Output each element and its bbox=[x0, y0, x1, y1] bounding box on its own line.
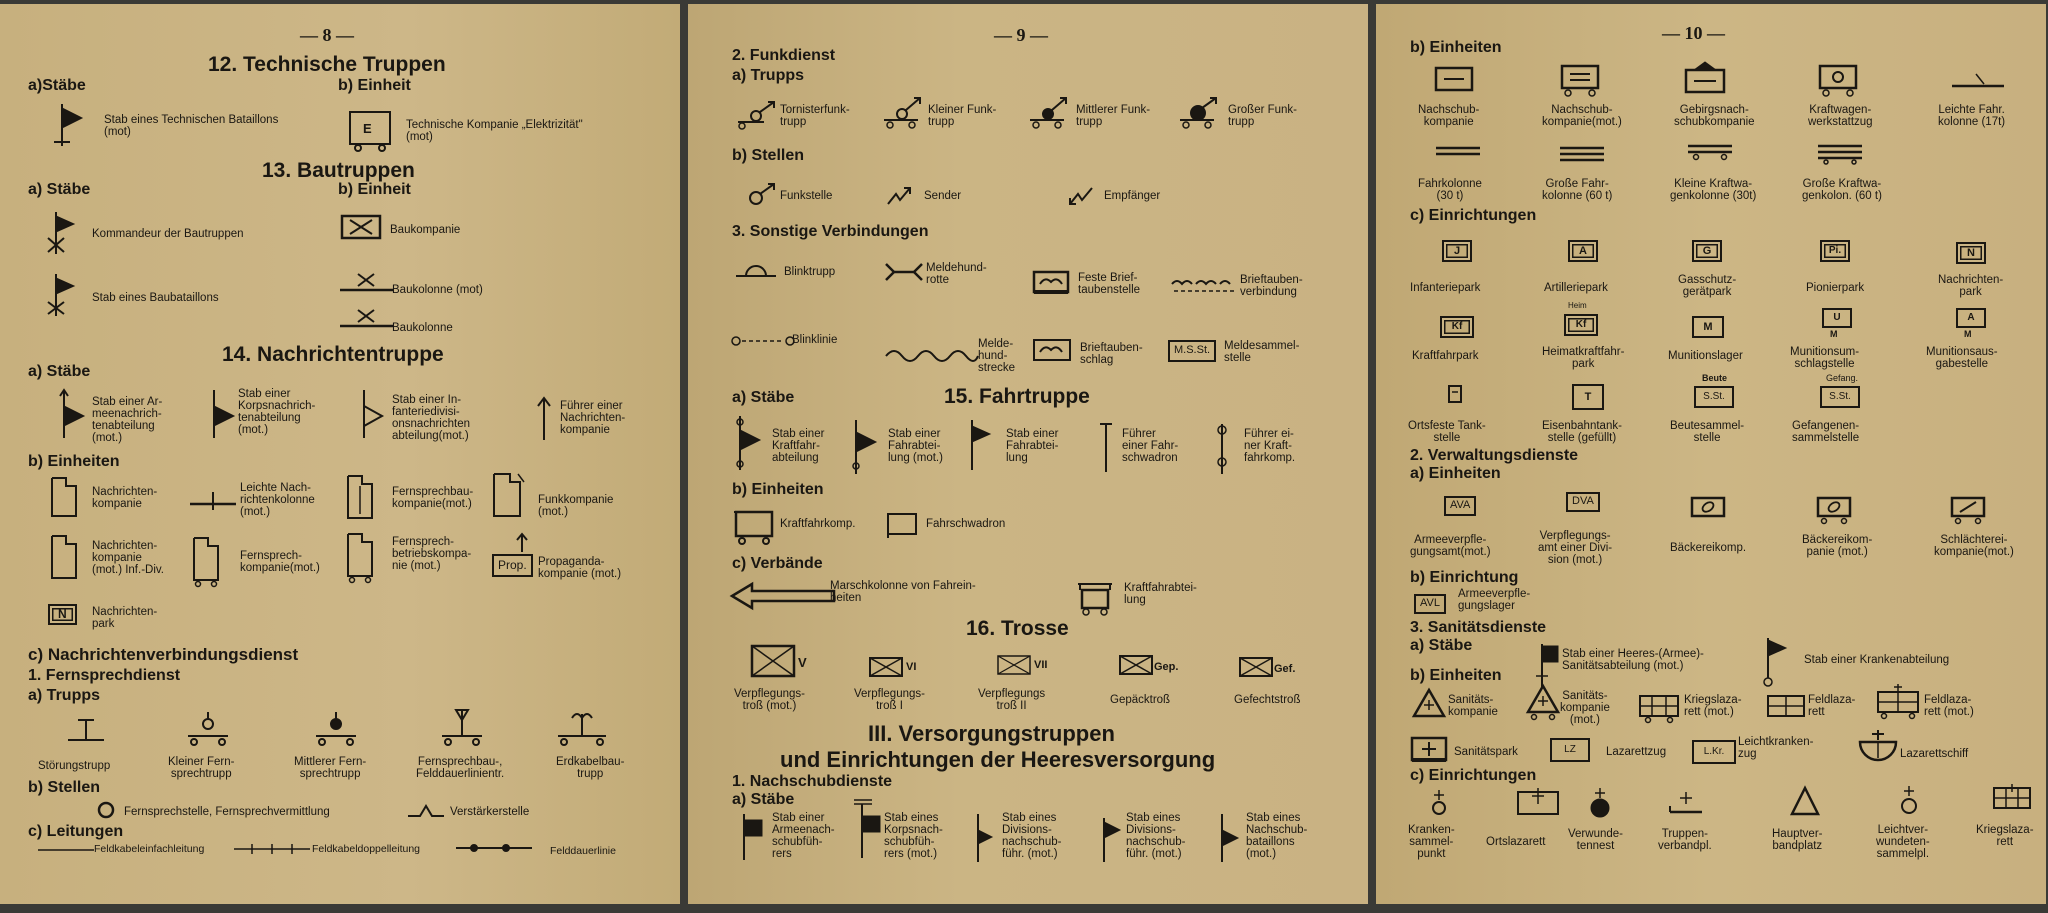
symbol-label: Funkkompanie (mot.) bbox=[538, 494, 614, 519]
small-telephone-icon bbox=[186, 710, 230, 748]
subsection-title: a) Stäbe bbox=[732, 791, 795, 808]
symbol-label: Tornisterfunk- trupp bbox=[780, 104, 850, 129]
symbol-label: Sanitätspark bbox=[1454, 746, 1518, 758]
symbol-label: Meldesammel- stelle bbox=[1224, 340, 1300, 365]
symbol-label: Hauptver- bandplatz bbox=[1772, 828, 1823, 853]
subsection-title: a) Stäbe bbox=[732, 389, 795, 406]
symbol-label: Nachrichten- kompanie (mot.) Inf.-Div. bbox=[92, 540, 164, 577]
symbol-label: Große Fahr- kolonne (60 t) bbox=[1542, 178, 1613, 203]
double-line-icon bbox=[234, 842, 310, 856]
march-column-icon bbox=[730, 582, 838, 610]
symbol-label: Erdkabelbau- trupp bbox=[556, 756, 625, 781]
large-motor-column-icon bbox=[1816, 142, 1864, 164]
signal-lamp-line-icon bbox=[728, 334, 800, 348]
ammo-letter: M bbox=[1830, 329, 1838, 339]
symbol-label: Baukompanie bbox=[390, 224, 461, 236]
subsection-title: a) Stäbe bbox=[28, 181, 91, 198]
pioneer-park-icon: Pi. bbox=[1820, 240, 1850, 262]
subsection-title: b) Einheiten bbox=[28, 453, 120, 470]
telephone-operating-icon bbox=[346, 532, 378, 584]
section-title: c) Nachrichtenverbindungsdienst bbox=[28, 645, 299, 664]
medium-radio-icon bbox=[1028, 96, 1072, 130]
symbol-label: Mittlerer Fern- sprechtrupp bbox=[294, 756, 367, 781]
symbol-label: Lazarettschiff bbox=[1900, 748, 1969, 760]
symbol-label: Fernsprechbau- kompanie(mot.) bbox=[392, 486, 474, 511]
pigeon-loft-icon bbox=[1032, 338, 1072, 364]
symbol-label: Störungstrupp bbox=[38, 760, 111, 772]
prisoner-collection-icon: S.St. bbox=[1820, 386, 1860, 408]
transport-staff-icon bbox=[846, 420, 882, 476]
motor-park-icon: Kf bbox=[1440, 316, 1474, 338]
supply-company-icon bbox=[1434, 66, 1474, 94]
subsection-title: b) Einheit bbox=[338, 77, 411, 94]
symbol-label: Gasschutz- gerätpark bbox=[1678, 274, 1737, 299]
radio-station-icon bbox=[746, 182, 780, 208]
staff-flag-icon bbox=[48, 274, 78, 318]
section-title: 3. Sonstige Verbindungen bbox=[732, 223, 929, 240]
troop-aid-station-icon bbox=[1666, 786, 1706, 814]
symbol-label: Ortsfeste Tank- stelle bbox=[1408, 420, 1486, 445]
symbol-label: Stab einer Ar- meenachrich- tenabteilung (mot.) bbox=[92, 396, 163, 445]
supply-staff-icon bbox=[852, 798, 886, 860]
symbol-label: Führer einer Fahr- schwadron bbox=[1122, 428, 1179, 465]
symbol-label: Stab einer Fahrabtei- lung bbox=[1006, 428, 1059, 465]
amplifier-icon bbox=[408, 804, 444, 818]
symbol-label: Fernsprech- betriebskompa- nie (mot.) bbox=[392, 536, 472, 573]
symbol-label: Heimatkraftfahr- park bbox=[1542, 346, 1625, 371]
bakery-mot-icon bbox=[1816, 496, 1852, 526]
ammo-transfer-icon: U bbox=[1822, 308, 1852, 328]
signal-staff-icon bbox=[200, 390, 240, 440]
light-column-icon bbox=[1950, 70, 2006, 92]
light-wounded-icon bbox=[1898, 784, 1920, 818]
signal-staff-icon bbox=[50, 390, 90, 440]
bakery-icon bbox=[1690, 496, 1726, 520]
symbol-label: Stab eines Divisions- nachschub- führ. (mot.) bbox=[1126, 812, 1186, 861]
telephone-company-icon bbox=[192, 536, 226, 588]
subsection-title: b) Einheiten bbox=[732, 481, 824, 498]
receiver-icon bbox=[1068, 186, 1098, 206]
symbol-label: Gebirgsnach- schubkompanie bbox=[1674, 104, 1755, 129]
repair-squad-icon bbox=[66, 716, 106, 750]
symbol-label: Verpflegungs- troß (mot.) bbox=[734, 688, 805, 713]
backpack-radio-icon bbox=[736, 100, 780, 130]
pigeon-link-icon bbox=[1170, 274, 1236, 294]
train-suffix: V bbox=[798, 655, 807, 670]
symbol-label: Baukolonne bbox=[392, 322, 453, 334]
section-title: 13. Bautruppen bbox=[262, 159, 415, 182]
symbol-label: Fahrkolonne (30 t) bbox=[1418, 178, 1482, 203]
symbol-label: Verpflegungs- troß I bbox=[854, 688, 925, 713]
ammo-letter: M bbox=[1964, 329, 1972, 339]
mountain-supply-icon bbox=[1684, 60, 1726, 96]
field-hospital-mot-icon bbox=[1876, 684, 1920, 720]
squadron-leader-icon bbox=[1098, 422, 1118, 474]
baggage-train-icon bbox=[1118, 654, 1154, 676]
subsection-title: c) Leitungen bbox=[28, 823, 124, 840]
symbol-label: Nachrichten- kompanie bbox=[92, 486, 158, 511]
symbol-label: Stab eines Divisions- nachschub- führ. (mot.) bbox=[1002, 812, 1062, 861]
subsection-title: c) Verbände bbox=[732, 555, 823, 572]
symbol-label: Kriegslaza- rett (mot.) bbox=[1684, 694, 1742, 719]
infantry-park-icon: J bbox=[1442, 240, 1472, 262]
symbol-label: Kraftfahrkomp. bbox=[780, 518, 856, 530]
symbol-label: Kleiner Fern- sprechtrupp bbox=[168, 756, 235, 781]
subsection-title: c) Einrichtungen bbox=[1410, 207, 1537, 224]
symbol-label: Mittlerer Funk- trupp bbox=[1076, 104, 1151, 129]
symbol-label: Leichtkranken- zug bbox=[1738, 736, 1814, 761]
supply-staff-icon bbox=[1214, 814, 1242, 864]
symbol-label: Armeeverpfle- gungslager bbox=[1458, 588, 1531, 613]
symbol-label: Sanitäts- kompanie (mot.) bbox=[1560, 690, 1610, 727]
symbol-label: Kleiner Funk- trupp bbox=[928, 104, 997, 129]
subsection-title: a) Stäbe bbox=[28, 363, 91, 380]
symbol-label: Kraftfahrabtei- lung bbox=[1124, 582, 1197, 607]
icon-letter: E bbox=[363, 121, 372, 136]
symbol-label: Blinklinie bbox=[792, 334, 838, 346]
symbol-label: Fernsprechstelle, Fernsprechvermittlung bbox=[124, 806, 330, 818]
supply-staff-icon bbox=[738, 814, 768, 862]
subsection-title: a) Trupps bbox=[732, 67, 805, 84]
subsection-title: b) Einheiten bbox=[1410, 39, 1502, 56]
symbol-label: Leichtver- wundeten- sammelpl. bbox=[1876, 824, 1930, 861]
signal-park-icon: N bbox=[48, 604, 77, 625]
symbol-label: Führer einer Nachrichten- kompanie bbox=[560, 400, 626, 437]
page-number: — 8 — bbox=[300, 25, 354, 45]
symbol-label: Kraftfahrpark bbox=[1412, 350, 1479, 362]
section-title: 2. Funkdienst bbox=[732, 47, 836, 64]
chapter-title: und Einrichtungen der Heeresversorgung bbox=[780, 747, 1216, 772]
army-supply-depot-icon: AVL bbox=[1414, 594, 1446, 614]
symbol-label: Technische Kompanie „Elektrizität" (mot) bbox=[406, 119, 583, 144]
symbol-label: Melde- hund- strecke bbox=[978, 338, 1016, 375]
main-aid-station-icon bbox=[1790, 786, 1820, 818]
supply-staff-icon bbox=[1096, 818, 1124, 864]
leader-arrow-icon bbox=[536, 396, 556, 442]
symbol-label: Feldlaza- rett (mot.) bbox=[1924, 694, 1974, 719]
symbol-label: Munitionsaus- gabestelle bbox=[1926, 346, 1998, 371]
transmitter-icon bbox=[886, 186, 916, 206]
fuel-station-icon bbox=[1446, 384, 1464, 406]
train-suffix: Gep. bbox=[1154, 661, 1179, 673]
ammo-issue-icon: A bbox=[1956, 308, 1986, 328]
symbol-label: Großer Funk- trupp bbox=[1228, 104, 1298, 129]
symbol-label: Nachrichten- park bbox=[92, 606, 158, 631]
symbol-label: Propaganda- kompanie (mot.) bbox=[538, 556, 622, 581]
hospital-train-icon: LZ bbox=[1550, 738, 1590, 762]
symbol-label: Eisenbahntank- stelle (gefüllt) bbox=[1542, 420, 1622, 445]
column-30t-icon bbox=[1434, 144, 1482, 158]
symbol-label: Kraftwagen- werkstattzug bbox=[1808, 104, 1873, 129]
section-title: 14. Nachrichtentruppe bbox=[222, 343, 444, 366]
symbol-label: Verpflegungs troß II bbox=[978, 688, 1046, 713]
section-title: 16. Trosse bbox=[966, 617, 1069, 640]
butcher-icon bbox=[1950, 496, 1986, 526]
subsection-title: b) Einheiten bbox=[1410, 667, 1502, 684]
symbol-label: Kommandeur der Bautruppen bbox=[92, 228, 244, 240]
artillery-park-icon: A bbox=[1568, 240, 1598, 262]
symbol-label: Fahrschwadron bbox=[926, 518, 1006, 530]
column-60t-icon bbox=[1558, 144, 1606, 162]
symbol-label: Kleine Kraftwa- genkolonne (30t) bbox=[1670, 178, 1757, 203]
hospital-ship-icon bbox=[1858, 728, 1898, 766]
symbol-label: Sender bbox=[924, 190, 962, 202]
workshop-icon bbox=[1816, 64, 1860, 98]
section-title: 12. Technische Truppen bbox=[208, 53, 446, 76]
symbol-label: Feldlaza- rett bbox=[1808, 694, 1856, 719]
light-sick-train-icon: L.Kr. bbox=[1692, 740, 1736, 764]
symbol-label: Infanteriepark bbox=[1410, 282, 1481, 294]
construction-telephone-icon bbox=[440, 706, 484, 748]
symbol-label: Feldkabeldoppelleitung bbox=[312, 843, 420, 855]
symbol-label: Große Kraftwa- genkolon. (60 t) bbox=[1802, 178, 1882, 203]
construction-company-icon bbox=[340, 214, 384, 242]
symbol-label: Brieftauben- schlag bbox=[1080, 342, 1143, 367]
symbol-label: Stab einer Heeres-(Armee)- Sanitätsabteilung (mot.) bbox=[1562, 648, 1704, 673]
booty-label: Beute bbox=[1702, 373, 1728, 383]
ammo-depot-icon: M bbox=[1692, 316, 1724, 338]
page-number: — 10 — bbox=[1662, 23, 1725, 43]
symbol-label: Nachschub- kompanie bbox=[1418, 104, 1480, 129]
train-suffix: Gef. bbox=[1274, 663, 1296, 675]
prisoner-label: Gefang. bbox=[1826, 373, 1859, 383]
symbol-label: Pionierpark bbox=[1806, 282, 1865, 294]
symbol-label: Felddauerlinie bbox=[550, 845, 616, 857]
page-10 bbox=[1376, 4, 2046, 904]
symbol-label: Führer ei- ner Kraft- fahrkomp. bbox=[1244, 428, 1296, 465]
subsection-title: a) Einheiten bbox=[1410, 465, 1501, 482]
symbol-label: Nachrichten- park bbox=[1938, 274, 2004, 299]
symbol-label: Schlächterei- kompanie(mot.) bbox=[1934, 534, 2014, 559]
telephone-station-icon bbox=[96, 800, 116, 820]
symbol-label: Marschkolonne von Fahrein- heiten bbox=[830, 580, 976, 605]
symbol-label: Stab einer Kraftfahr- abteilung bbox=[772, 428, 825, 465]
symbol-label: Bäckereikom- panie (mot.) bbox=[1802, 534, 1873, 559]
staff-flag-icon bbox=[52, 104, 92, 148]
signal-company-icon bbox=[50, 534, 82, 586]
messenger-dog-route-icon bbox=[884, 346, 980, 366]
symbol-label: Leichte Fahr. kolonne (17t) bbox=[1938, 104, 2006, 129]
subsection-title: a) Stäbe bbox=[1410, 637, 1473, 654]
construction-column-icon bbox=[340, 308, 396, 330]
symbol-label: Verwunde- tennest bbox=[1568, 828, 1623, 853]
symbol-label: Nachschub- kompanie(mot.) bbox=[1542, 104, 1622, 129]
symbol-label: Funkstelle bbox=[780, 190, 833, 202]
symbol-label: Leichte Nach- richtenkolonne (mot.) bbox=[240, 482, 315, 519]
signal-staff-icon bbox=[350, 390, 390, 440]
motor-battalion-icon bbox=[1076, 582, 1116, 616]
horse-squadron-icon bbox=[884, 512, 920, 540]
page-number: — 9 — bbox=[994, 25, 1048, 45]
section-title: 2. Verwaltungsdienste bbox=[1410, 447, 1579, 464]
medical-company-icon bbox=[1412, 688, 1446, 720]
small-radio-icon bbox=[882, 96, 926, 130]
symbol-label: Stab einer Fahrabtei- lung (mot.) bbox=[888, 428, 943, 465]
symbol-label: Kriegslaza- rett bbox=[1976, 824, 2034, 849]
subsection-title: b) Einrichtung bbox=[1410, 569, 1519, 586]
permanent-line-icon bbox=[456, 840, 532, 856]
symbol-label: Stab eines Technischen Bataillons (mot) bbox=[104, 114, 279, 139]
booty-collection-icon: S.St. bbox=[1694, 386, 1734, 408]
subsection-title: b) Stellen bbox=[732, 147, 805, 164]
subsection-title: b) Stellen bbox=[28, 779, 101, 796]
signal-company-icon bbox=[50, 476, 82, 520]
vehicle-unit-icon bbox=[348, 110, 398, 152]
symbol-label: Armeeverpfle- gungsamt(mot.) bbox=[1410, 534, 1491, 559]
symbol-label: Truppen- verbandpl. bbox=[1658, 828, 1712, 853]
sick-collection-icon bbox=[1430, 788, 1448, 818]
symbol-label: Stab einer Korpsnachrich- tenabteilung (mot.) bbox=[238, 388, 316, 437]
symbol-label: Baukolonne (mot) bbox=[392, 284, 483, 296]
transport-staff-icon bbox=[964, 420, 998, 472]
symbol-label: Blinktrupp bbox=[784, 266, 836, 278]
symbol-label: Artilleriepark bbox=[1544, 282, 1608, 294]
symbol-label: Stab eines Korpsnach- schubfüh- rers (mot.) bbox=[884, 812, 943, 861]
symbol-label: Fernsprechbau-, Felddauerlinientr. bbox=[416, 756, 505, 781]
home-motor-park-icon: Kf bbox=[1564, 314, 1598, 336]
light-column-icon bbox=[190, 488, 238, 512]
symbol-label: Sanitäts- kompanie bbox=[1448, 694, 1498, 719]
symbol-label: Bäckereikomp. bbox=[1670, 542, 1747, 554]
supply-train-icon bbox=[868, 656, 904, 678]
medical-company-mot-icon bbox=[1526, 684, 1560, 722]
supply-staff-icon bbox=[970, 814, 998, 864]
train-suffix: VII bbox=[1034, 659, 1048, 671]
subsection-title: a)Stäbe bbox=[28, 77, 86, 94]
symbol-label: Gefangenen- sammelstelle bbox=[1792, 420, 1860, 445]
symbol-label: Stab einer Krankenabteilung bbox=[1804, 654, 1950, 666]
subsection-title: b) Einheit bbox=[338, 181, 411, 198]
rail-fuel-icon: T bbox=[1572, 384, 1604, 410]
small-motor-column-icon bbox=[1686, 142, 1734, 160]
supply-company-mot-icon bbox=[1558, 64, 1602, 98]
page-9 bbox=[688, 4, 1368, 904]
section-title: 3. Sanitätsdienste bbox=[1410, 619, 1547, 636]
symbol-label: Ortslazarett bbox=[1486, 836, 1546, 848]
company-leader-icon bbox=[1212, 422, 1236, 476]
supply-train-mot-icon bbox=[750, 644, 796, 678]
construction-column-icon bbox=[340, 272, 396, 294]
signal-park-icon: N bbox=[1956, 242, 1986, 264]
field-hospital-icon bbox=[1766, 694, 1806, 720]
symbol-label: Munitionsum- schlagstelle bbox=[1790, 346, 1860, 371]
propaganda-box-icon: Prop. bbox=[492, 554, 533, 577]
section-title: 1. Nachschubdienste bbox=[732, 773, 893, 790]
messenger-dog-icon bbox=[884, 260, 924, 282]
symbol-label: Feste Brief- taubenstelle bbox=[1078, 272, 1141, 297]
arrow-up-icon bbox=[516, 532, 530, 554]
symbol-label: Stab einer In- fanteriedivisi- onsnachrichten abteilung(mot.) bbox=[392, 394, 470, 443]
symbol-label: Empfänger bbox=[1104, 190, 1161, 202]
symbol-label: Verstärkerstelle bbox=[450, 806, 530, 818]
wounded-nest-icon bbox=[1588, 786, 1612, 820]
chapter-title: III. Versorgungstruppen bbox=[868, 721, 1115, 746]
supply-train-icon bbox=[996, 654, 1032, 676]
medium-telephone-icon bbox=[314, 710, 358, 748]
medical-park-icon bbox=[1410, 736, 1448, 764]
symbol-label: Gepäcktroß bbox=[1110, 694, 1171, 706]
division-supply-icon: DVA bbox=[1566, 492, 1600, 512]
symbol-label: Verpflegungs- amt einer Divi- sion (mot.) bbox=[1538, 530, 1613, 567]
home-label: Heim bbox=[1568, 301, 1587, 310]
collection-point-box: M.S.St. bbox=[1168, 340, 1216, 362]
single-line-icon bbox=[38, 846, 94, 854]
supply-office-icon: AVA bbox=[1444, 496, 1476, 516]
telephone-construction-icon bbox=[346, 474, 378, 526]
gas-park-icon: G bbox=[1692, 240, 1722, 262]
subsection-title: c) Einrichtungen bbox=[1410, 767, 1537, 784]
symbol-label: Brieftauben- verbindung bbox=[1240, 274, 1303, 299]
page-8 bbox=[0, 4, 680, 904]
symbol-label: Kranken- sammel- punkt bbox=[1408, 824, 1455, 861]
symbol-label: Lazarettzug bbox=[1606, 746, 1667, 758]
hospital-staff-icon bbox=[1760, 638, 1790, 688]
symbol-label: Munitionslager bbox=[1668, 350, 1743, 362]
war-hospital-icon bbox=[1992, 784, 2032, 812]
section-title: 15. Fahrtruppe bbox=[944, 385, 1090, 408]
symbol-label: Stab eines Nachschub- bataillons (mot.) bbox=[1246, 812, 1308, 861]
symbol-label: Feldkabeleinfachleitung bbox=[94, 843, 205, 855]
subsection-title: a) Trupps bbox=[28, 687, 101, 704]
symbol-label: Stab eines Baubataillons bbox=[92, 292, 219, 304]
symbol-label: Stab einer Armeenach- schubfüh- rers bbox=[772, 812, 835, 861]
local-hospital-icon bbox=[1516, 788, 1560, 816]
train-suffix: VI bbox=[906, 661, 917, 673]
symbol-label: Beutesammel- stelle bbox=[1670, 420, 1745, 445]
war-hospital-mot-icon bbox=[1638, 694, 1682, 726]
signal-lamp-icon bbox=[736, 260, 778, 280]
motor-company-icon bbox=[732, 510, 776, 546]
underground-cable-icon bbox=[556, 706, 608, 748]
pigeon-station-icon bbox=[1032, 270, 1070, 294]
subsection-title: 1. Fernsprechdienst bbox=[28, 667, 181, 684]
symbol-label: Fernsprech- kompanie(mot.) bbox=[240, 550, 320, 575]
construction-commander-icon bbox=[48, 212, 78, 256]
radio-company-icon bbox=[492, 472, 526, 522]
large-radio-icon bbox=[1178, 96, 1222, 130]
symbol-label: Meldehund- rotte bbox=[926, 262, 987, 287]
combat-train-icon bbox=[1238, 656, 1274, 678]
transport-staff-icon bbox=[730, 416, 766, 472]
symbol-label: Gefechtstroß bbox=[1234, 694, 1301, 706]
